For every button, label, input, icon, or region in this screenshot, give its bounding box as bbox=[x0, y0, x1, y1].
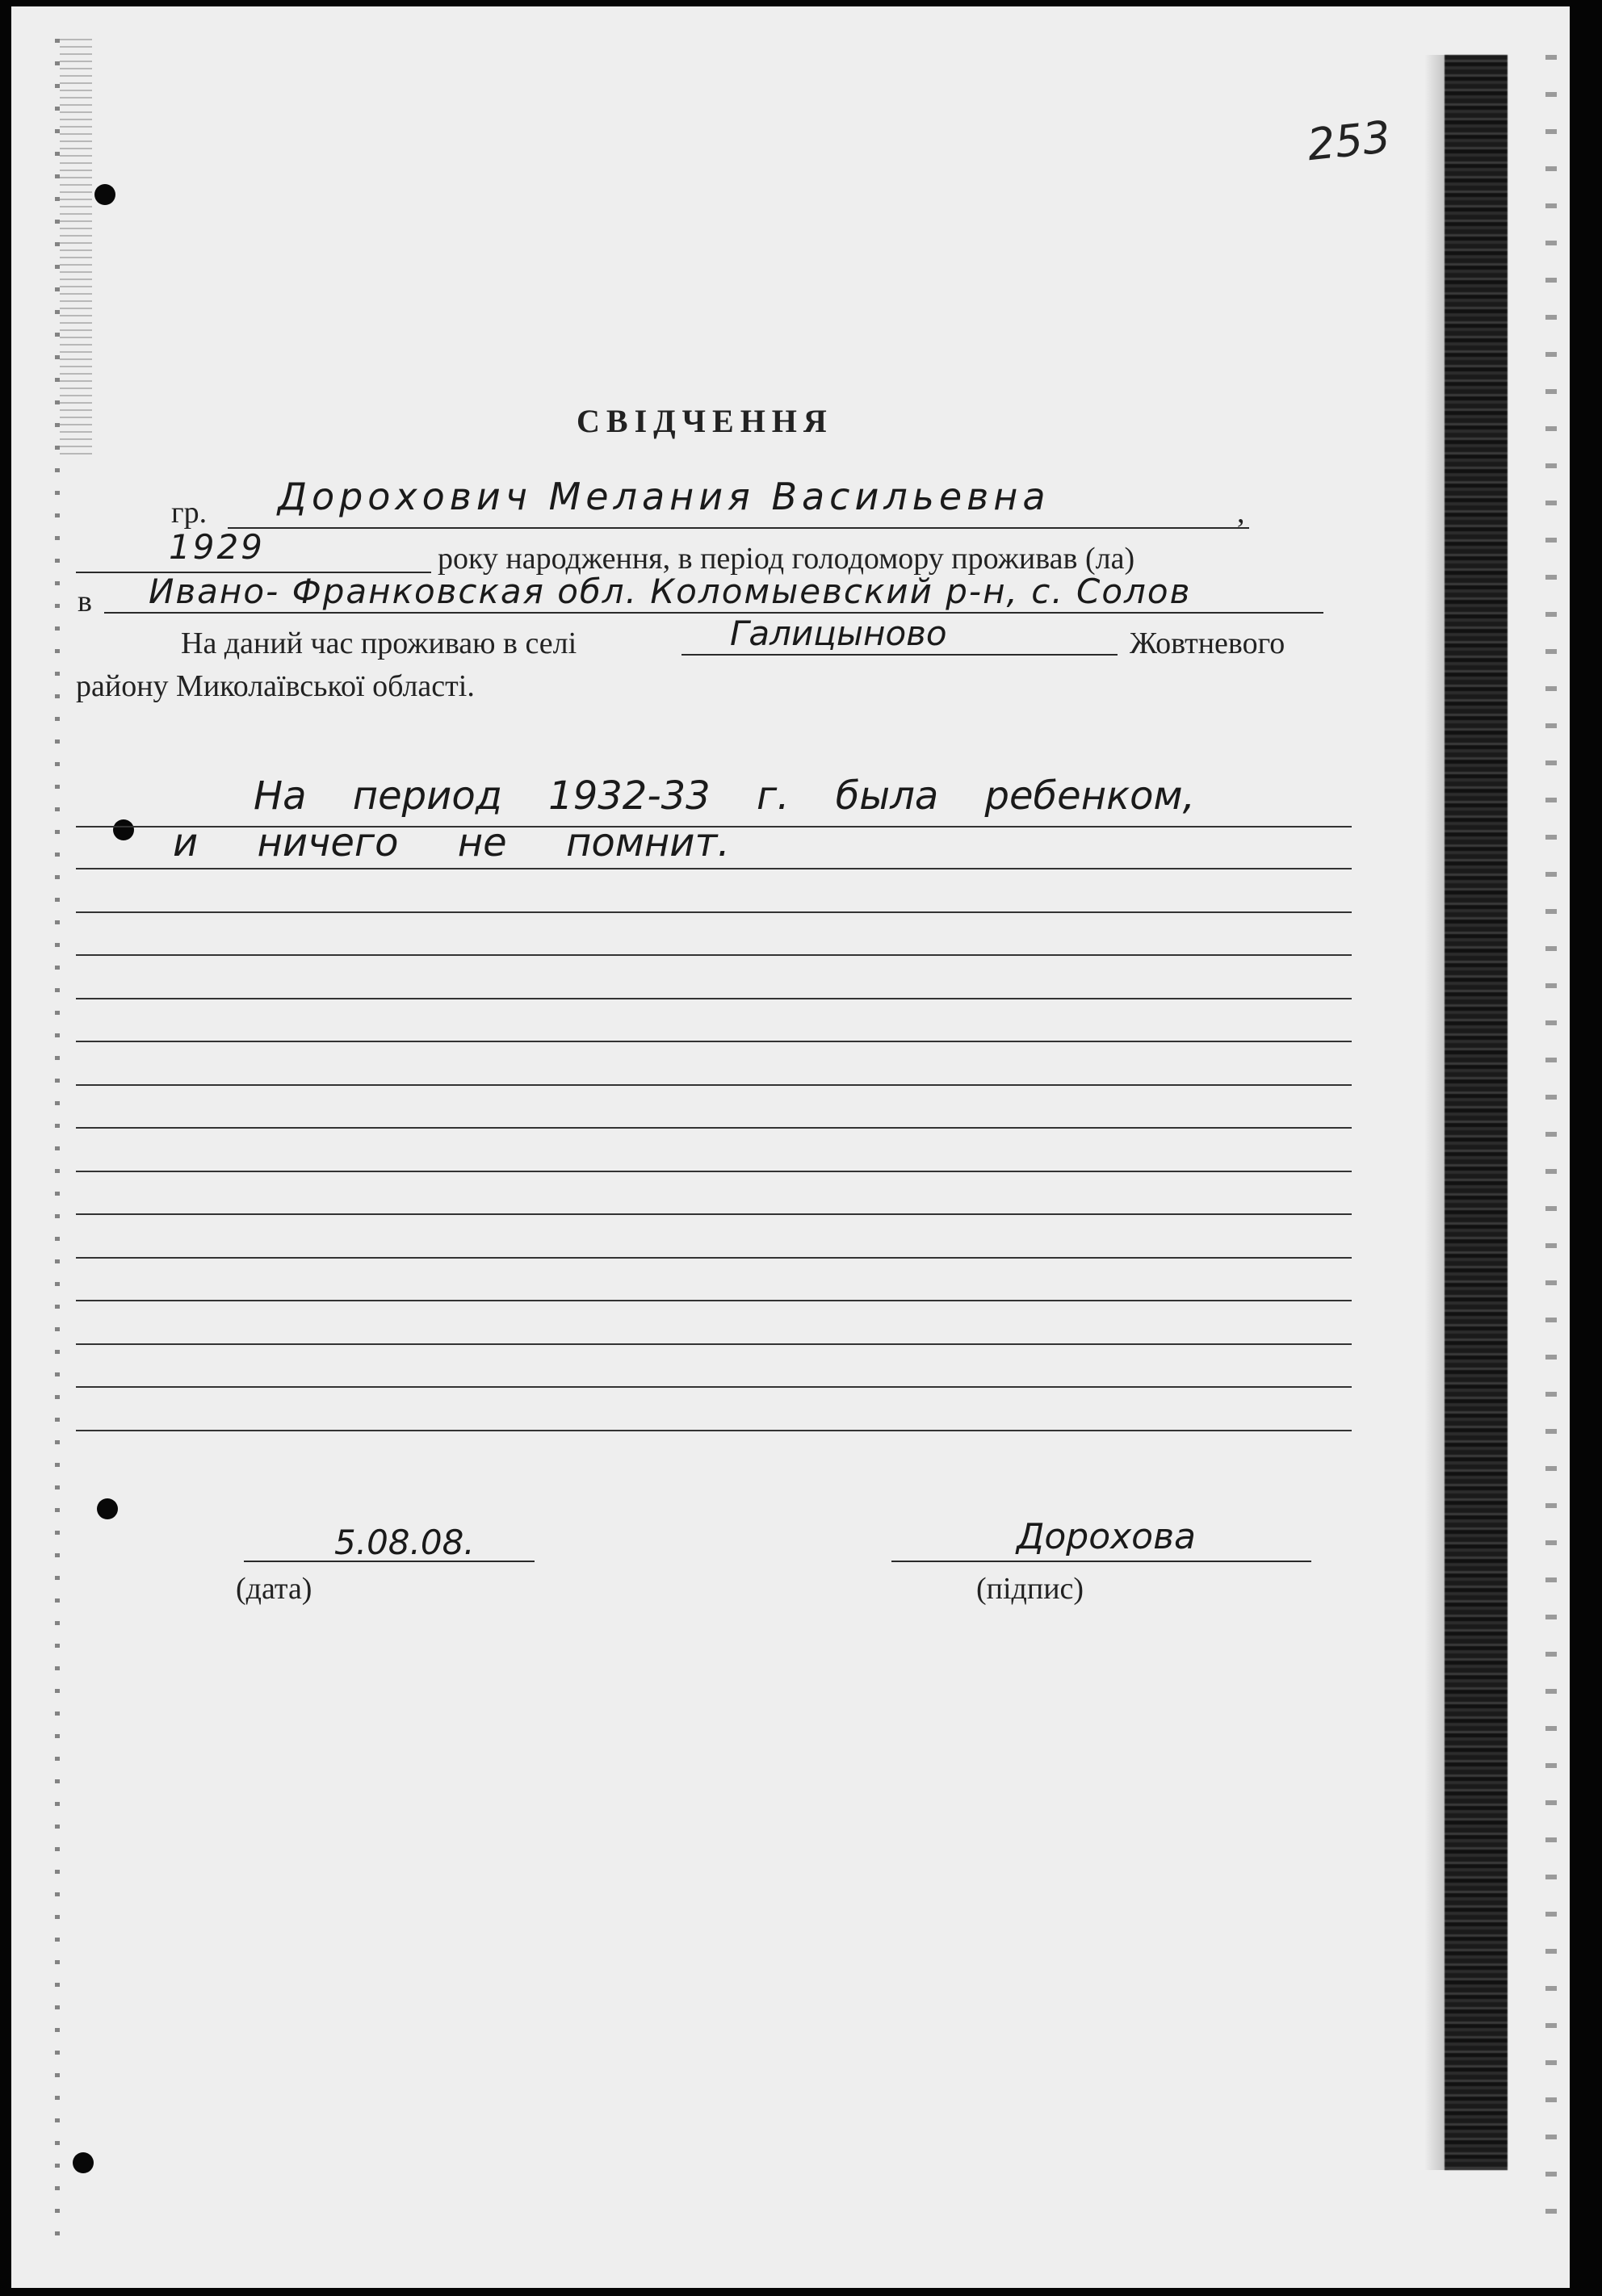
village-name: Галицыново bbox=[730, 614, 947, 653]
ruled-line bbox=[76, 1127, 1352, 1129]
punch-hole-icon bbox=[97, 1498, 118, 1519]
punch-hole-icon bbox=[113, 819, 134, 840]
document-title: СВІДЧЕННЯ bbox=[577, 403, 833, 439]
testimony-line-2: и ничего не помнит. bbox=[173, 820, 730, 865]
district-label: Жовтневого bbox=[1130, 626, 1285, 660]
signature-caption: (підпис) bbox=[976, 1572, 1084, 1606]
current-residence-label: На даний час проживаю в селі bbox=[181, 626, 577, 660]
region-label: району Миколаївської області. bbox=[76, 669, 475, 703]
ruled-line bbox=[76, 1213, 1352, 1215]
ruled-line bbox=[76, 1343, 1352, 1345]
birth-year: 1929 bbox=[169, 527, 265, 567]
birth-line-text: року народження, в період голодомору проживав (ла) bbox=[438, 542, 1135, 576]
ruled-line bbox=[76, 954, 1352, 956]
ruled-line bbox=[76, 1430, 1352, 1431]
ruled-line bbox=[76, 868, 1352, 869]
ruled-line bbox=[76, 1171, 1352, 1172]
scan-edge-marks bbox=[1545, 55, 1557, 2235]
binding-edge bbox=[1445, 55, 1508, 2170]
punch-hole-icon bbox=[73, 2152, 94, 2173]
ruled-line bbox=[76, 911, 1352, 913]
place-of-residence: Ивано- Франковская обл. Коломыевский р-н, с. Солов bbox=[149, 572, 1192, 611]
signature: Дорохова bbox=[1017, 1516, 1196, 1557]
date-value: 5.08.08. bbox=[334, 1523, 475, 1562]
ruled-line bbox=[76, 1041, 1352, 1042]
testimony-line-1: На период 1932-33 г. была ребенком, bbox=[254, 773, 1195, 819]
name-comma: , bbox=[1237, 496, 1245, 530]
citizen-label: гр. bbox=[171, 496, 208, 530]
date-caption: (дата) bbox=[236, 1572, 312, 1606]
place-prefix: в bbox=[78, 584, 92, 618]
signature-underline bbox=[891, 1561, 1311, 1562]
ruled-line bbox=[76, 1386, 1352, 1388]
document-page bbox=[11, 6, 1570, 2288]
punch-hole-icon bbox=[94, 184, 115, 205]
page-number: 253 bbox=[1304, 111, 1394, 171]
citizen-name: Дорохович Мелания Васильевна bbox=[278, 475, 1051, 518]
place-underline bbox=[104, 612, 1323, 614]
ruled-line bbox=[76, 1257, 1352, 1259]
village-underline bbox=[681, 654, 1118, 656]
scan-noise bbox=[60, 39, 92, 459]
ruled-line bbox=[76, 998, 1352, 999]
ruled-line bbox=[76, 1300, 1352, 1301]
name-underline bbox=[228, 527, 1249, 529]
ruled-line bbox=[76, 1084, 1352, 1086]
